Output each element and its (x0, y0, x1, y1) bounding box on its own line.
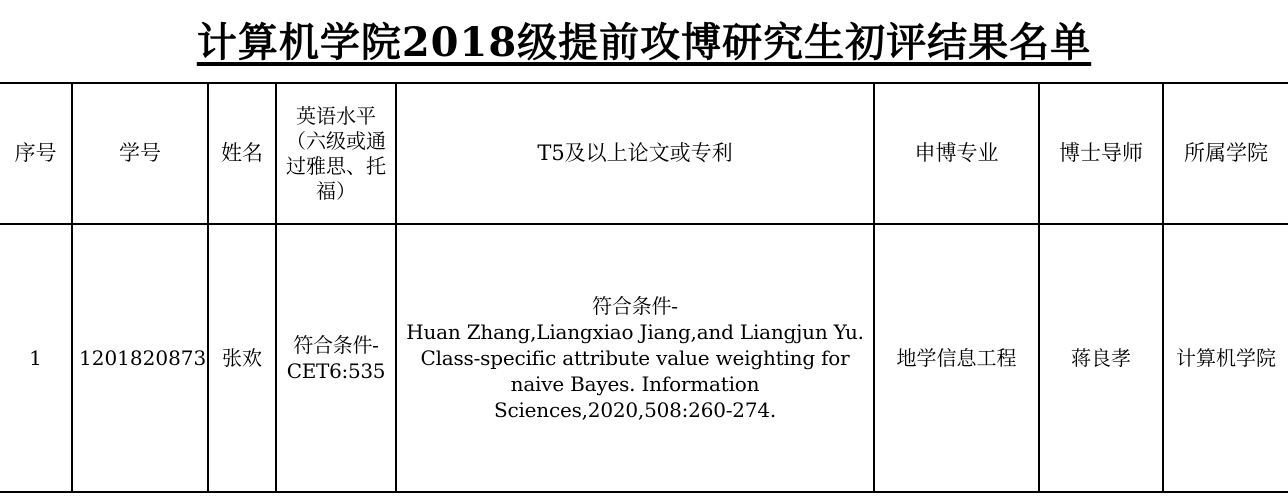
cell-papers-prefix: 符合条件- (592, 294, 678, 318)
column-header-school: 所属学院 (1163, 84, 1288, 224)
column-header-student-id: 学号 (72, 84, 208, 224)
column-header-papers: T5及以上论文或专利 (396, 84, 874, 224)
cell-school: 计算机学院 (1163, 224, 1288, 492)
column-header-seq: 序号 (0, 84, 72, 224)
table-header-row (0, 84, 1288, 224)
column-header-name: 姓名 (208, 84, 276, 224)
table-row (0, 224, 1288, 492)
column-header-english: 英语水平（六级或通过雅思、托福） (276, 84, 396, 224)
cell-supervisor: 蒋良孝 (1039, 224, 1163, 492)
cell-major: 地学信息工程 (874, 224, 1039, 492)
cell-papers-citation: Huan Zhang,Liangxiao Jiang,and Liangjun Yu. Class-specific attribute value weighting for naive Bayes. Information Sciences,2020,508:260-274. (406, 320, 864, 422)
cell-seq: 1 (0, 224, 72, 492)
cell-papers (396, 224, 874, 492)
page-title: 计算机学院2018级提前攻博研究生初评结果名单 (196, 19, 1092, 66)
cell-name: 张欢 (208, 224, 276, 492)
cell-student-id: 1201820873 (72, 224, 208, 492)
title-container (0, 0, 1288, 84)
results-table (0, 84, 1288, 493)
cell-english: 符合条件-CET6:535 (276, 224, 396, 492)
column-header-major: 申博专业 (874, 84, 1039, 224)
column-header-supervisor: 博士导师 (1039, 84, 1163, 224)
